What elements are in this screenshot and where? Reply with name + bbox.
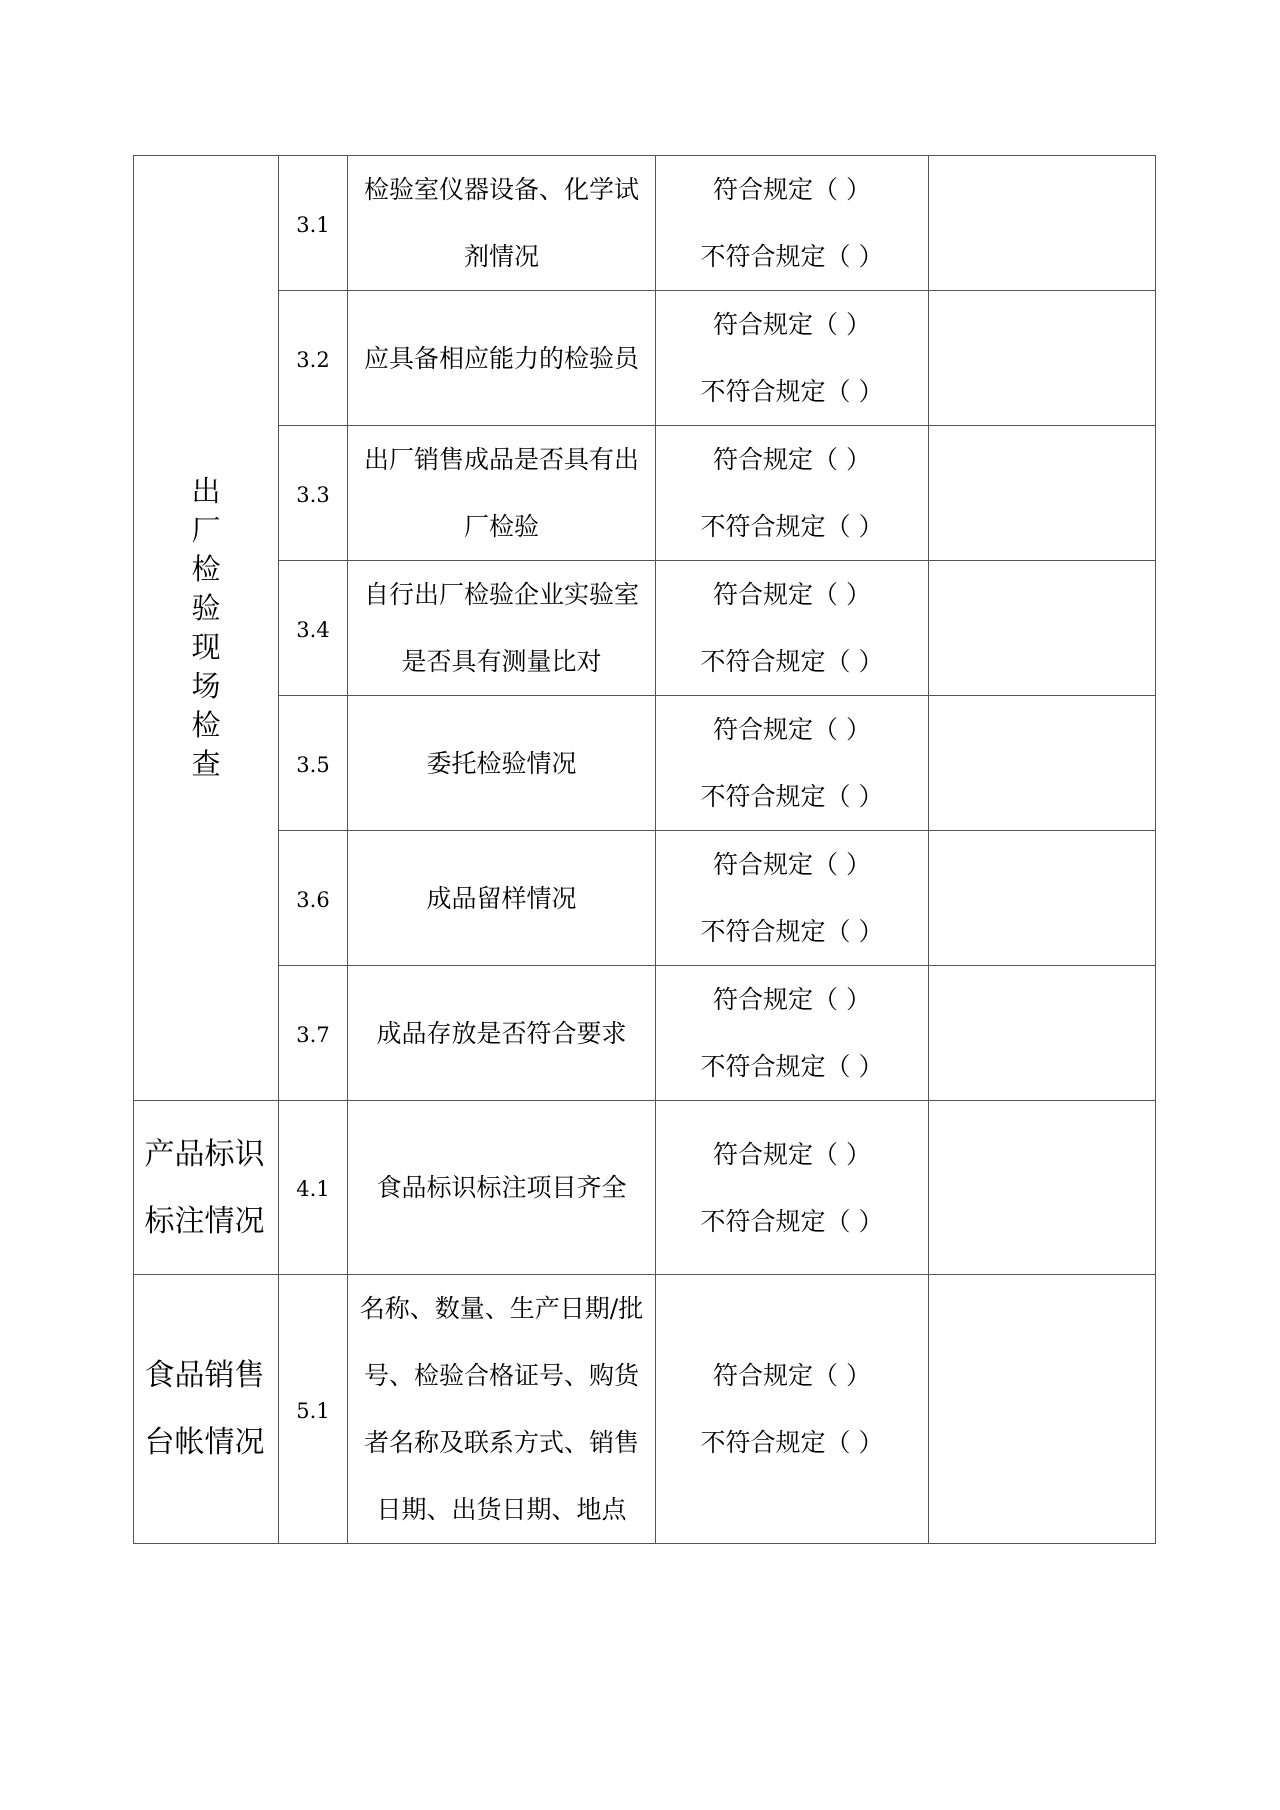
item-number: 5.1 (279, 1275, 348, 1544)
remark-cell[interactable] (929, 1275, 1156, 1544)
result-noncompliant[interactable]: 不符合规定（ ） (700, 647, 884, 676)
result-noncompliant[interactable]: 不符合规定（ ） (700, 242, 884, 271)
item-description: 出厂销售成品是否具有出厂检验 (348, 426, 656, 561)
item-number: 3.5 (279, 696, 348, 831)
result-compliant[interactable]: 符合规定（ ） (713, 715, 871, 744)
result-compliant[interactable]: 符合规定（ ） (713, 1139, 871, 1169)
remark-cell[interactable] (929, 966, 1156, 1101)
result-compliant[interactable]: 符合规定（ ） (713, 175, 871, 204)
item-description: 自行出厂检验企业实验室是否具有测量比对 (348, 561, 656, 696)
item-number: 3.2 (279, 291, 348, 426)
item-number: 4.1 (279, 1101, 348, 1275)
result-compliant[interactable]: 符合规定（ ） (713, 985, 871, 1014)
result-compliant[interactable]: 符合规定（ ） (713, 580, 871, 609)
category-label: 出厂检验现场检查 (191, 474, 221, 781)
result-compliant[interactable]: 符合规定（ ） (713, 445, 871, 474)
item-number: 3.1 (279, 156, 348, 291)
table-row (134, 291, 1156, 426)
result-noncompliant[interactable]: 不符合规定（ ） (700, 1052, 884, 1081)
result-cell (656, 561, 929, 696)
item-description: 检验室仪器设备、化学试剂情况 (348, 156, 656, 291)
result-cell (656, 831, 929, 966)
table-row (134, 156, 1156, 291)
result-cell (656, 1101, 929, 1275)
inspection-table (133, 155, 1156, 1544)
result-cell (656, 1275, 929, 1544)
item-description: 名称、数量、生产日期/批号、检验合格证号、购货者名称及联系方式、销售日期、出货日期、地点 (348, 1275, 656, 1544)
item-number: 3.7 (279, 966, 348, 1101)
remark-cell[interactable] (929, 156, 1156, 291)
table-row (134, 561, 1156, 696)
remark-cell[interactable] (929, 426, 1156, 561)
item-description: 成品存放是否符合要求 (348, 966, 656, 1101)
table-row (134, 966, 1156, 1101)
result-cell (656, 156, 929, 291)
item-description: 委托检验情况 (348, 696, 656, 831)
category-cell (134, 156, 279, 1101)
table-row (134, 1101, 1156, 1275)
item-number: 3.3 (279, 426, 348, 561)
item-description: 成品留样情况 (348, 831, 656, 966)
table-row (134, 831, 1156, 966)
result-compliant[interactable]: 符合规定（ ） (713, 850, 871, 879)
item-number: 3.4 (279, 561, 348, 696)
result-cell (656, 966, 929, 1101)
remark-cell[interactable] (929, 1101, 1156, 1275)
category-label: 食品销售台帐情况 (144, 1358, 265, 1460)
table-row (134, 1275, 1156, 1544)
result-noncompliant[interactable]: 不符合规定（ ） (700, 1206, 884, 1236)
category-cell (134, 1275, 279, 1544)
category-label: 产品标识标注情况 (144, 1136, 265, 1239)
result-noncompliant[interactable]: 不符合规定（ ） (700, 512, 884, 541)
result-noncompliant[interactable]: 不符合规定（ ） (700, 917, 884, 946)
remark-cell[interactable] (929, 831, 1156, 966)
result-cell (656, 426, 929, 561)
item-description: 食品标识标注项目齐全 (348, 1101, 656, 1275)
result-noncompliant[interactable]: 不符合规定（ ） (700, 377, 884, 406)
category-cell (134, 1101, 279, 1275)
remark-cell[interactable] (929, 696, 1156, 831)
result-cell (656, 696, 929, 831)
result-noncompliant[interactable]: 不符合规定（ ） (700, 1428, 884, 1457)
result-compliant[interactable]: 符合规定（ ） (713, 310, 871, 339)
result-compliant[interactable]: 符合规定（ ） (713, 1361, 871, 1390)
item-description: 应具备相应能力的检验员 (348, 291, 656, 426)
remark-cell[interactable] (929, 291, 1156, 426)
remark-cell[interactable] (929, 561, 1156, 696)
result-noncompliant[interactable]: 不符合规定（ ） (700, 782, 884, 811)
table-row (134, 696, 1156, 831)
result-cell (656, 291, 929, 426)
item-number: 3.6 (279, 831, 348, 966)
table-row (134, 426, 1156, 561)
